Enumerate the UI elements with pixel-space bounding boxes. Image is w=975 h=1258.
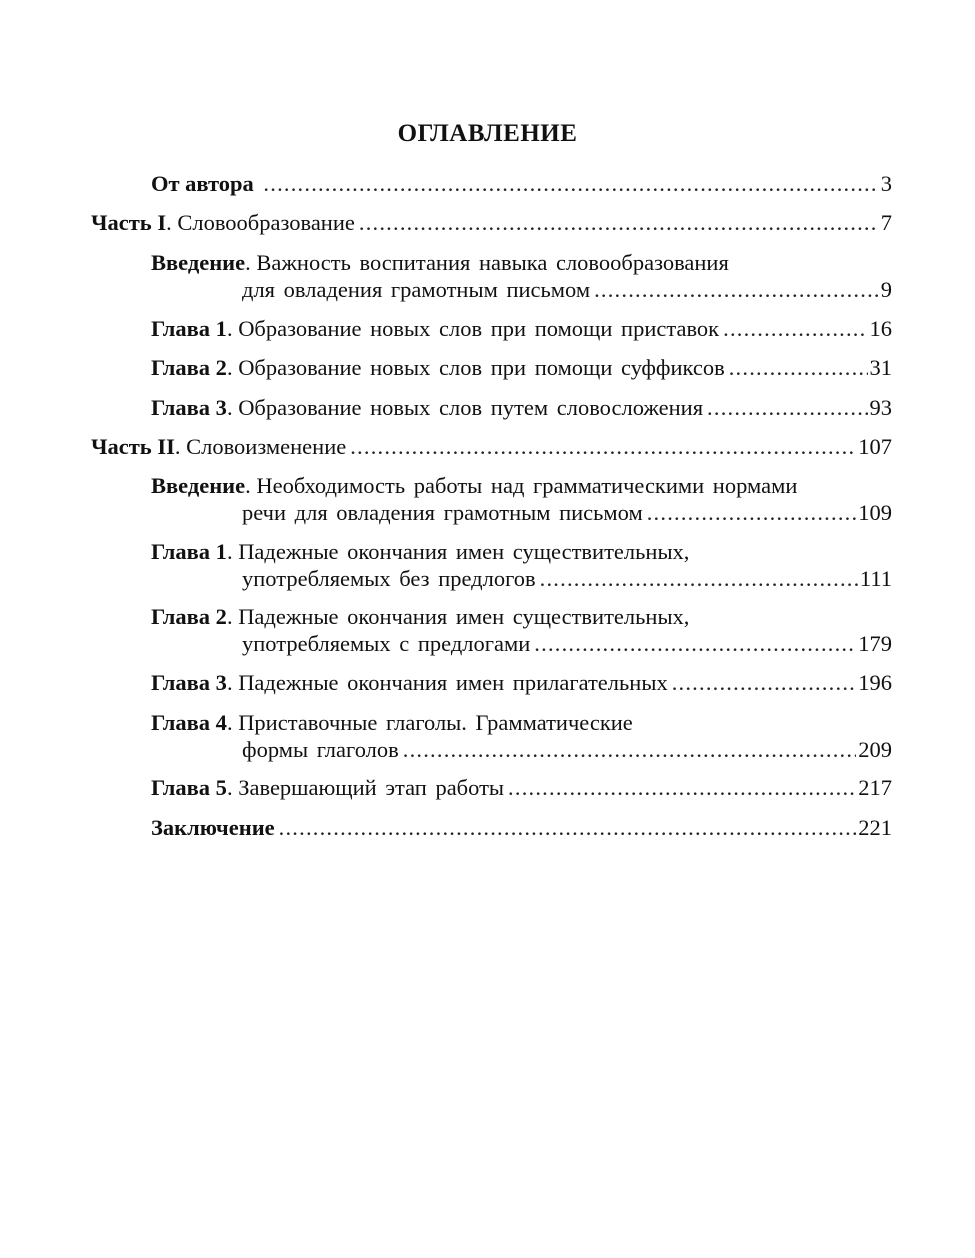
toc-entry-chapter-2-3[interactable] bbox=[151, 669, 892, 696]
entry-page-number: 16 bbox=[869, 316, 892, 341]
entry-title: Словоизменение bbox=[186, 434, 347, 459]
entry-title: Образование новых слов путем словосложения bbox=[238, 395, 704, 420]
entry-separator: . bbox=[226, 539, 239, 564]
dot-leader bbox=[279, 814, 857, 841]
entry-label: Глава 1 bbox=[151, 316, 227, 341]
entry-label: Часть I bbox=[91, 210, 167, 235]
entry-title: Завершающий этап работы bbox=[238, 775, 505, 800]
entry-page-number: 109 bbox=[858, 500, 892, 525]
entry-title: Образование новых слов при помощи суффиксов bbox=[238, 355, 725, 380]
toc-title: ОГЛАВЛЕНИЕ bbox=[397, 120, 578, 147]
entry-page-number: 221 bbox=[858, 815, 892, 840]
entry-title-continuation: употребляемых без предлогов bbox=[242, 566, 536, 591]
toc-entry-intro-1[interactable] bbox=[151, 249, 892, 303]
entry-page-number: 111 bbox=[859, 566, 892, 591]
entry-page-number: 3 bbox=[880, 171, 892, 196]
toc-entry-intro-2[interactable] bbox=[151, 472, 892, 526]
entry-separator: . bbox=[226, 395, 239, 420]
dot-leader bbox=[403, 736, 857, 763]
entry-title: Падежные окончания имен существительных, bbox=[238, 539, 690, 564]
toc-entry-chapter-2-2[interactable] bbox=[151, 603, 892, 657]
entry-label: От автора bbox=[151, 171, 254, 196]
dot-leader bbox=[672, 669, 857, 696]
entry-separator: . bbox=[245, 250, 257, 275]
entry-page-number: 93 bbox=[869, 395, 892, 420]
dot-leader bbox=[540, 565, 858, 592]
entry-label: Глава 3 bbox=[151, 395, 227, 420]
entry-title-continuation: для овладения грамотным письмом bbox=[242, 277, 591, 302]
entry-page-number: 9 bbox=[880, 277, 892, 302]
toc-entry-chapter-2-1[interactable] bbox=[151, 538, 892, 592]
dot-leader bbox=[647, 499, 857, 526]
dot-leader bbox=[534, 630, 856, 657]
dot-leader bbox=[723, 315, 867, 342]
toc-entry-chapter-1-2[interactable] bbox=[151, 354, 892, 381]
dot-leader bbox=[359, 209, 879, 236]
entry-label: Введение bbox=[151, 250, 246, 275]
entry-page-number: 209 bbox=[858, 737, 892, 762]
toc-entry-part-2[interactable] bbox=[91, 433, 892, 460]
entry-page-number: 196 bbox=[858, 670, 892, 695]
entry-page-number: 7 bbox=[880, 210, 892, 235]
entry-separator: . bbox=[166, 210, 178, 235]
entry-title: Необходимость работы над грамматическими нормами bbox=[256, 473, 798, 498]
dot-leader bbox=[350, 433, 856, 460]
entry-title-continuation: речи для овладения грамотным письмом bbox=[242, 500, 643, 525]
entry-title-continuation: употребляемых с предлогами bbox=[242, 631, 531, 656]
entry-separator: . bbox=[226, 670, 239, 695]
toc-entry-chapter-2-5[interactable] bbox=[151, 774, 892, 801]
entry-page-number: 31 bbox=[869, 355, 892, 380]
toc-entry-conclusion[interactable] bbox=[151, 814, 892, 841]
entry-page-number: 217 bbox=[858, 775, 892, 800]
entry-separator: . bbox=[226, 604, 239, 629]
entry-title: Падежные окончания имен существительных, bbox=[238, 604, 690, 629]
entry-label: Глава 4 bbox=[151, 710, 227, 735]
entry-label: Глава 5 bbox=[151, 775, 227, 800]
entry-separator: . bbox=[174, 434, 187, 459]
dot-leader bbox=[594, 276, 879, 303]
toc-entry-chapter-1-1[interactable] bbox=[151, 315, 892, 342]
entry-title: Падежные окончания имен прилагательных bbox=[238, 670, 668, 695]
dot-leader bbox=[263, 170, 878, 197]
entry-separator: . bbox=[226, 710, 239, 735]
entry-title: Важность воспитания навыка словообразования bbox=[256, 250, 729, 275]
entry-title: Образование новых слов при помощи приставок bbox=[238, 316, 720, 341]
toc-entry-chapter-2-4[interactable] bbox=[151, 709, 892, 763]
toc-entry-part-1[interactable] bbox=[91, 209, 892, 236]
entry-separator: . bbox=[226, 355, 239, 380]
entry-label: Часть II bbox=[91, 434, 175, 459]
toc-entry-chapter-1-3[interactable] bbox=[151, 394, 892, 421]
dot-leader bbox=[707, 394, 867, 421]
entry-title: Словообразование bbox=[177, 210, 355, 235]
toc-entry-from-author[interactable] bbox=[151, 170, 892, 197]
entry-separator: . bbox=[226, 775, 239, 800]
entry-title-continuation: формы глаголов bbox=[242, 737, 399, 762]
entry-separator bbox=[254, 170, 260, 197]
entry-separator: . bbox=[245, 473, 257, 498]
entry-label: Глава 1 bbox=[151, 539, 227, 564]
entry-label: Введение bbox=[151, 473, 246, 498]
entry-separator: . bbox=[226, 316, 239, 341]
entry-title: Приставочные глаголы. Грамматические bbox=[238, 710, 633, 735]
entry-label: Глава 2 bbox=[151, 355, 227, 380]
dot-leader bbox=[508, 774, 856, 801]
entry-label: Заключение bbox=[151, 815, 275, 840]
entry-page-number: 179 bbox=[858, 631, 892, 656]
entry-label: Глава 3 bbox=[151, 670, 227, 695]
dot-leader bbox=[729, 354, 868, 381]
entry-page-number: 107 bbox=[858, 434, 892, 459]
entry-label: Глава 2 bbox=[151, 604, 227, 629]
